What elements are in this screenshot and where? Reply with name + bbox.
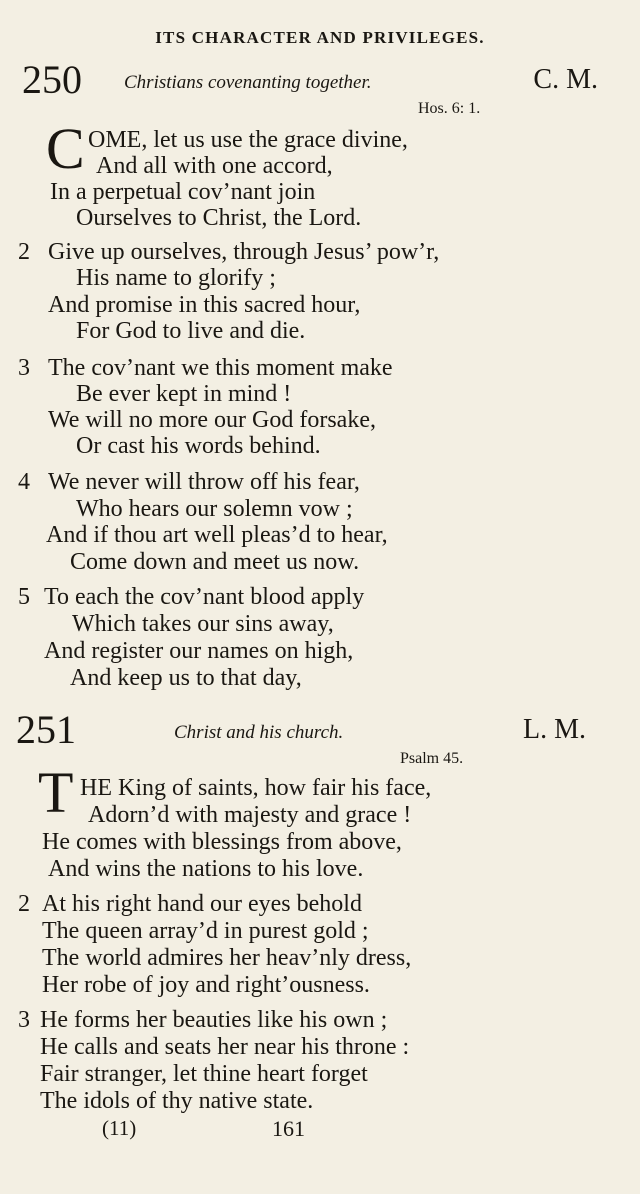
verse-line: And wins the nations to his love. <box>48 856 364 882</box>
hymn-title: Christians covenanting together. <box>124 72 372 93</box>
verse-line: For God to live and die. <box>76 318 306 344</box>
dropcap: T <box>38 760 74 825</box>
hymn-250-header <box>0 58 640 102</box>
page-number: 161 <box>272 1116 305 1141</box>
verse-line: We never will throw off his fear, <box>48 469 360 495</box>
verse-line: And promise in this sacred hour, <box>48 292 361 318</box>
verse-line: His name to glorify ; <box>76 265 276 291</box>
hymn-number: 250 <box>22 57 82 102</box>
hymn-meter: C. M. <box>533 64 598 95</box>
verse-line: To each the cov’nant blood apply <box>44 584 365 610</box>
verse-line: Be ever kept in mind ! <box>76 381 292 407</box>
running-head: ITS CHARACTER AND PRIVILEGES. <box>155 28 485 47</box>
verse-line: At his right hand our eyes behold <box>42 891 362 917</box>
verse-line: We will no more our God forsake, <box>48 407 376 433</box>
verse-line: He comes with blessings from above, <box>42 829 402 855</box>
verse-line: Her robe of joy and right’ousness. <box>42 972 370 998</box>
verse-line: He forms her beauties like his own ; <box>40 1007 388 1033</box>
hymn-251-header <box>0 708 640 752</box>
verse-number: 3 <box>18 355 30 381</box>
hymn-number: 251 <box>16 707 76 752</box>
verse-line: The idols of thy native state. <box>40 1088 314 1114</box>
scripture-reference: Psalm 45. <box>400 750 464 767</box>
verse-line: Come down and meet us now. <box>70 549 360 575</box>
verse-line: Give up ourselves, through Jesus’ pow’r, <box>48 239 440 265</box>
verse-line: Fair stranger, let thine heart forget <box>40 1061 368 1087</box>
verse-number: 3 <box>18 1007 30 1033</box>
verse-line: The queen array’d in purest gold ; <box>42 918 369 944</box>
verse-line: And all with one accord, <box>96 153 333 179</box>
verse-line: The cov’nant we this moment make <box>48 355 393 381</box>
verse-line: The world admires her heav’nly dress, <box>42 945 412 971</box>
signature-mark: (11) <box>102 1116 137 1140</box>
dropcap: C <box>46 116 85 181</box>
verse-line: He calls and seats her near his throne : <box>40 1034 410 1060</box>
verse-number: 2 <box>18 891 30 917</box>
verse-line: And register our names on high, <box>44 638 354 664</box>
hymn-meter: L. M. <box>523 714 586 745</box>
verse-line: In a perpetual cov’nant join <box>50 179 316 205</box>
verse-line: And if thou art well pleas’d to hear, <box>46 522 388 548</box>
verse-line: Who hears our solemn vow ; <box>76 496 353 522</box>
verse-line: OME, let us use the grace divine, <box>88 127 408 153</box>
verse-number: 4 <box>18 469 30 495</box>
verse-line: Which takes our sins away, <box>72 611 334 637</box>
verse-number: 2 <box>18 239 30 265</box>
verse-line: Ourselves to Christ, the Lord. <box>76 205 362 231</box>
verse-line: Adorn’d with majesty and grace ! <box>88 802 412 828</box>
scripture-reference: Hos. 6: 1. <box>418 100 481 117</box>
verse-line: And keep us to that day, <box>70 665 302 691</box>
hymn-title: Christ and his church. <box>174 722 344 743</box>
verse-line: HE King of saints, how fair his face, <box>80 775 432 801</box>
verse-line: Or cast his words behind. <box>76 433 321 459</box>
verse-number: 5 <box>18 584 30 610</box>
